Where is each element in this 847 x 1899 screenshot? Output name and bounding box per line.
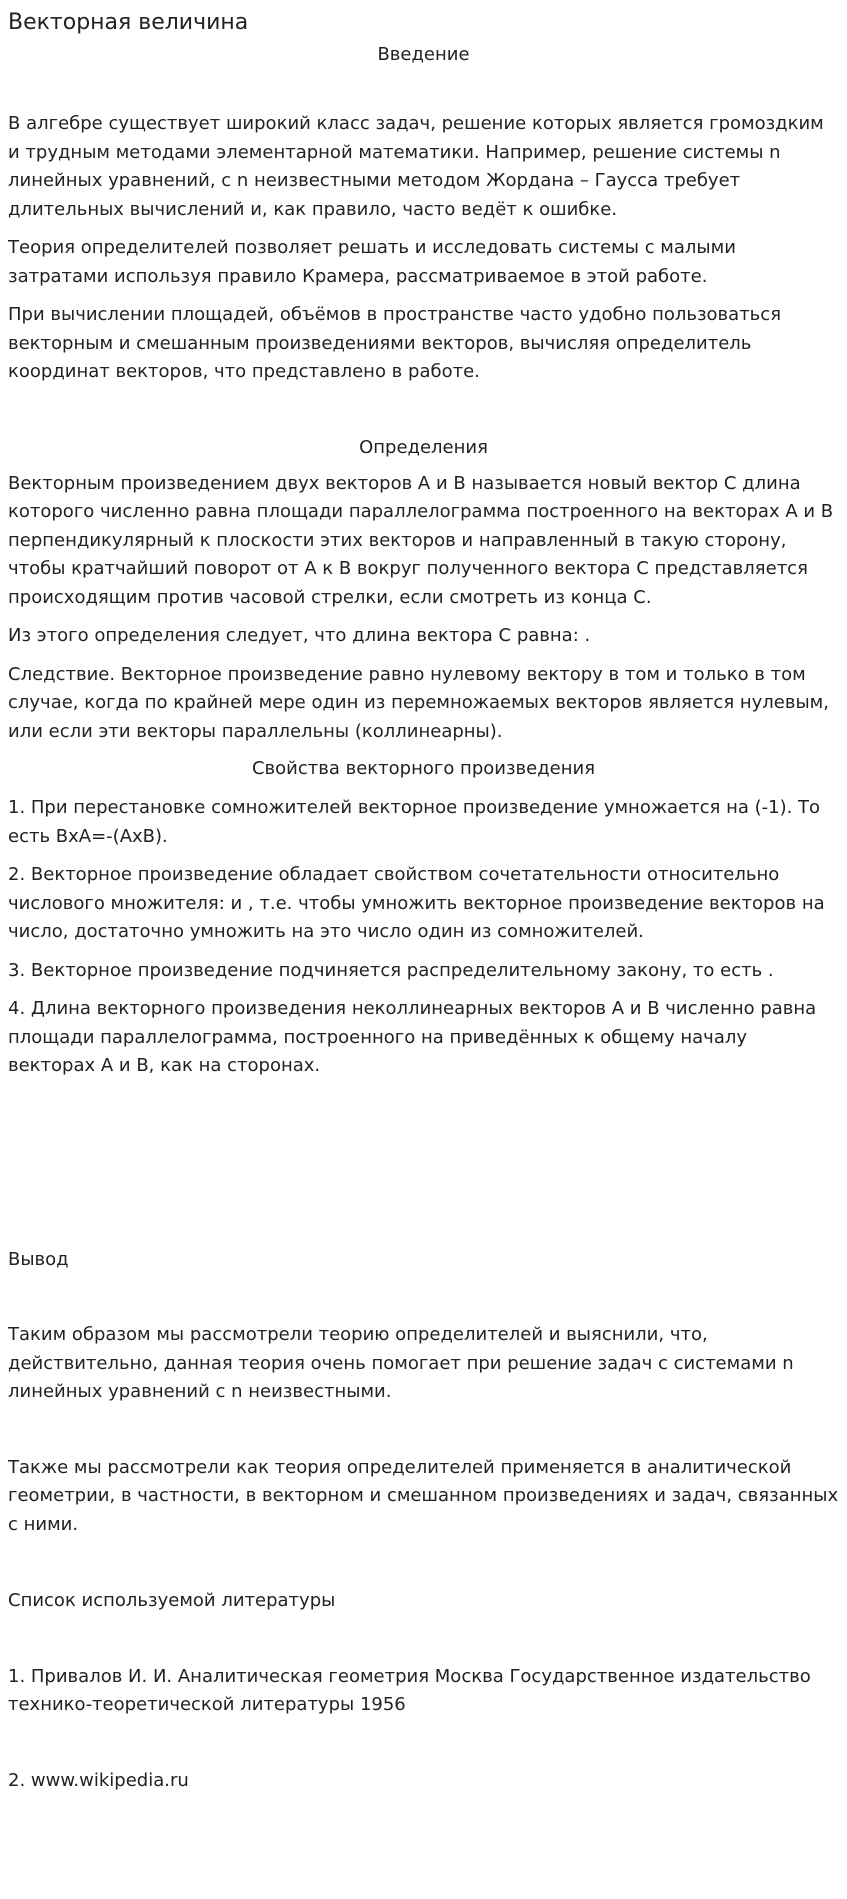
references-heading: Список используемой литературы xyxy=(8,1590,336,1611)
property-paragraph: 1. При перестановке сомножителей векторное произведение умножается на (-1). То есть ВхА=-(АхВ). xyxy=(8,797,821,847)
definition-paragraph: Из этого определения следует, что длина вектора С равна: . xyxy=(8,625,591,646)
conclusion-paragraph: Также мы рассмотрели как теория определителей применяется в аналитической геометрии, в частности, в векторном и смешанном произведениях и задач, связанных с ними. xyxy=(8,1456,839,1535)
intro-heading: Введение xyxy=(377,44,470,65)
property-paragraph: 4. Длина векторного произведения неколлинеарных векторов А и В численно равна площади параллелограмма, построенного на приведённых к общему началу векторах А и В, как на сторонах. xyxy=(8,998,817,1076)
intro-paragraph: При вычислении площадей, объёмов в пространстве часто удобно пользоваться векторным и смешанным произведениями векторов, вычисляя определитель координат векторов, что представлено в работе. xyxy=(8,304,782,382)
definition-paragraph: Векторным произведением двух векторов А и В называется новый вектор С длина которого численно равна площади параллелограмма построенного на векторах А и В перпендикулярный к плоскости этих векторов и направленный в такую сторону, чтобы кратчайший поворот от А к В вокруг полученного вектора С представляется происходящим против часовой стрелки, если смотреть из конца С. xyxy=(8,472,834,608)
intro-paragraph: Теория определителей позволяет решать и исследовать системы с малыми затратами используя правило Крамера, рассматриваемое в этой работе. xyxy=(8,237,736,287)
page-title: Векторная величина xyxy=(8,10,249,35)
document-page xyxy=(0,8,847,1899)
intro-paragraph: В алгебре существует широкий класс задач, решение которых является громоздким и трудным методами элементарной математики. Например, решение системы n линейных уравнений, с n неизвестными методом Жордана – Гаусса требует длительных вычислений и, как правило, часто ведёт к ошибке. xyxy=(8,113,824,220)
conclusion-paragraph: Таким образом мы рассмотрели теорию определителей и выяснили, что, действительно, данная теория очень помогает при решение задач с системами n линейных уравнений с n неизвестными. xyxy=(8,1324,794,1402)
definitions-heading: Определения xyxy=(359,436,488,458)
property-paragraph: 3. Векторное произведение подчиняется распределительному закону, то есть . xyxy=(8,959,774,981)
reference-item: 1. Привалов И. И. Аналитическая геометрия Москва Государственное издательство технико-теоретической литературы 1956 xyxy=(8,1665,811,1715)
property-paragraph: 2. Векторное произведение обладает свойством сочетательности относительно числового множителя: и , т.е. чтобы умножить векторное произведение векторов на число, достаточно умножить на это число один из сомножителей. xyxy=(8,864,825,942)
properties-heading: Свойства векторного произведения xyxy=(251,758,596,779)
conclusion-heading: Вывод xyxy=(8,1248,69,1270)
definition-paragraph: Следствие. Векторное произведение равно нулевому вектору в том и только в том случае, когда по крайней мере один из перемножаемых векторов является нулевым, или если эти векторы параллельны (коллинеарны). xyxy=(8,663,829,742)
reference-item: 2. www.wikipedia.ru xyxy=(8,1769,189,1791)
